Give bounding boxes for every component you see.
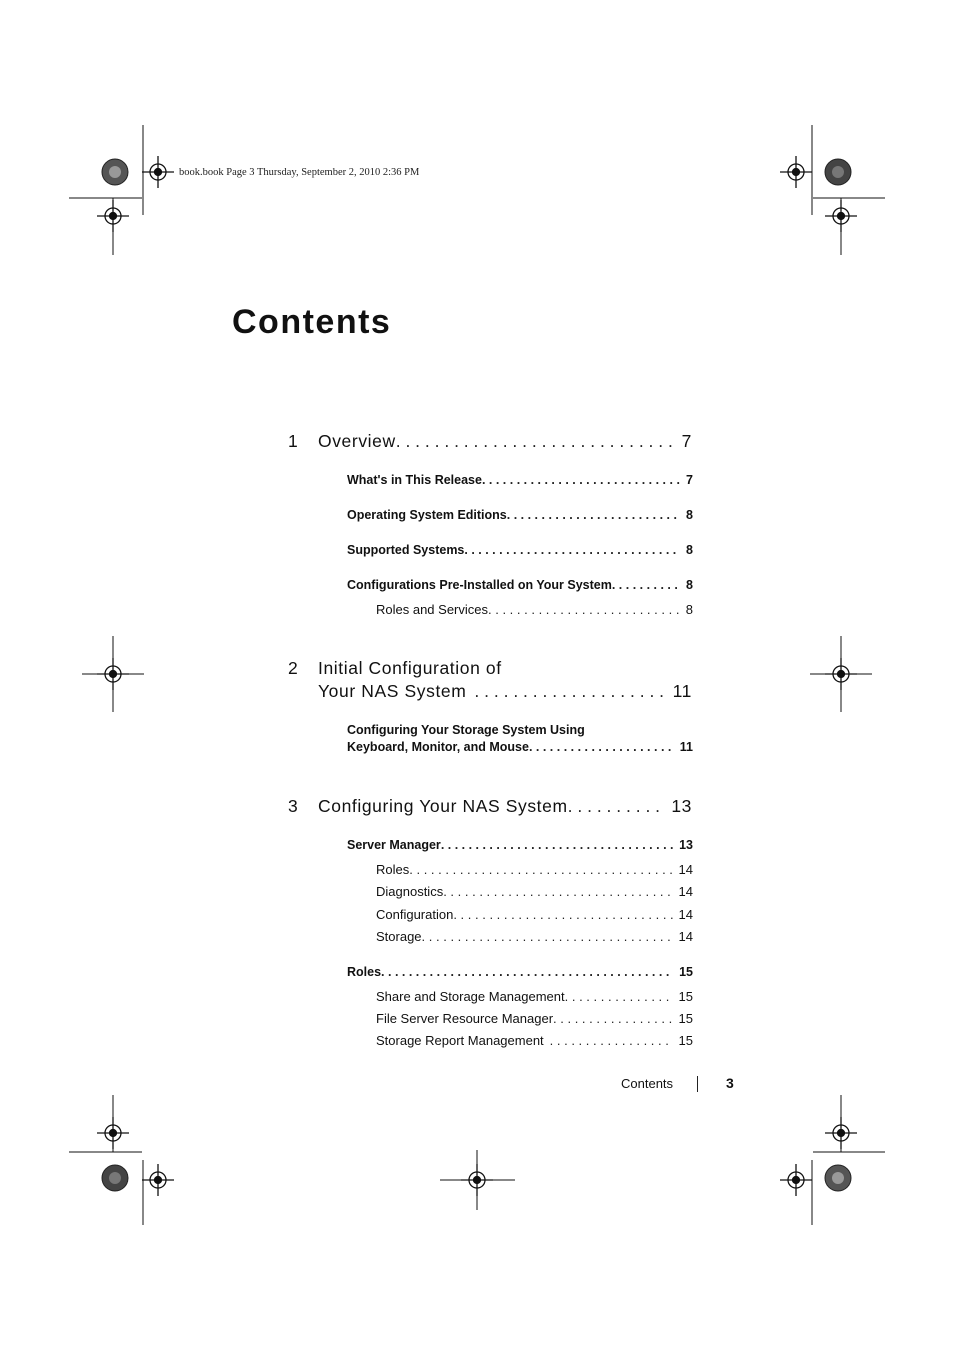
toc-entry-server-manager[interactable] bbox=[347, 838, 693, 852]
leader-dots bbox=[565, 989, 673, 1004]
leader-dots bbox=[441, 838, 673, 852]
toc-label: Diagnostics bbox=[376, 884, 444, 899]
chapter-number: 1 bbox=[288, 431, 299, 451]
toc-page: 14 bbox=[678, 929, 693, 944]
toc-label: Overview bbox=[318, 431, 396, 451]
leader-dots bbox=[409, 862, 672, 877]
toc-page: 15 bbox=[678, 1011, 693, 1026]
toc-entry-configuration[interactable] bbox=[376, 907, 693, 922]
toc-page: 8 bbox=[686, 578, 693, 592]
toc-page: 15 bbox=[679, 965, 693, 979]
toc-entry-configuring-storage[interactable] bbox=[347, 740, 693, 754]
toc-page: 13 bbox=[671, 796, 692, 816]
toc-page: 11 bbox=[672, 681, 692, 701]
toc-entry-roles-services[interactable] bbox=[376, 602, 693, 617]
toc-label: Roles and Services bbox=[376, 602, 488, 617]
print-header: book.book Page 3 Thursday, September 2, 2010 2:36 PM bbox=[179, 167, 420, 178]
toc-page: 11 bbox=[679, 740, 693, 754]
toc-entry-storage-report-mgmt[interactable] bbox=[376, 1033, 693, 1048]
toc-chapter-2[interactable] bbox=[318, 681, 692, 702]
toc-page: 14 bbox=[678, 884, 693, 899]
leader-dots bbox=[553, 1011, 673, 1026]
toc-page: 8 bbox=[685, 602, 693, 617]
toc-chapter-2-line1[interactable] bbox=[288, 658, 502, 679]
footer-page-number: 3 bbox=[726, 1075, 734, 1091]
toc-page: 13 bbox=[679, 838, 693, 852]
toc-entry-preinstalled-configs[interactable] bbox=[347, 578, 693, 592]
toc-entry-os-editions[interactable] bbox=[347, 508, 693, 522]
toc-entry-diagnostics[interactable] bbox=[376, 884, 693, 899]
leader-dots bbox=[507, 508, 680, 522]
toc-entry-storage[interactable] bbox=[376, 929, 693, 944]
leader-dots bbox=[529, 740, 674, 754]
leader-dots bbox=[568, 796, 666, 817]
toc-entry-configuring-storage-line1[interactable]: Configuring Your Storage System Using bbox=[347, 723, 585, 737]
toc-page: 8 bbox=[686, 508, 693, 522]
toc-entry-share-storage-mgmt[interactable] bbox=[376, 989, 693, 1004]
toc-label: Configurations Pre-Installed on Your System bbox=[347, 578, 612, 592]
leader-dots bbox=[464, 543, 680, 557]
toc-label: Roles bbox=[347, 965, 382, 979]
toc-entry-whats-in-release[interactable] bbox=[347, 473, 693, 487]
toc-label: Server Manager bbox=[347, 838, 441, 852]
toc-label: What's in This Release bbox=[347, 473, 482, 487]
leader-dots bbox=[453, 907, 672, 922]
toc-entry-fsrm[interactable] bbox=[376, 1011, 693, 1026]
toc-page: 8 bbox=[686, 543, 693, 557]
toc-label: File Server Resource Manager bbox=[376, 1011, 554, 1026]
toc-page: 7 bbox=[681, 431, 692, 451]
toc-page: 15 bbox=[678, 989, 693, 1004]
leader-dots bbox=[612, 578, 680, 592]
leader-dots bbox=[482, 473, 680, 487]
toc-label: Configuring Your NAS System bbox=[318, 796, 568, 816]
leader-dots bbox=[381, 965, 673, 979]
leader-dots bbox=[422, 929, 673, 944]
footer-divider bbox=[697, 1076, 698, 1092]
toc-page: 15 bbox=[678, 1033, 693, 1048]
chapter-number: 3 bbox=[288, 796, 299, 816]
toc-entry-roles[interactable] bbox=[347, 965, 693, 979]
leader-dots bbox=[396, 431, 676, 452]
leader-dots bbox=[488, 602, 680, 617]
toc-label: Supported Systems bbox=[347, 543, 465, 557]
toc-label: Roles bbox=[376, 862, 410, 877]
toc-page: 7 bbox=[686, 473, 693, 487]
toc-label: Configuration bbox=[376, 907, 454, 922]
toc-chapter-1[interactable] bbox=[288, 431, 692, 452]
leader-dots bbox=[544, 1033, 673, 1048]
toc-label: Initial Configuration of bbox=[318, 658, 502, 678]
toc-label: Operating System Editions bbox=[347, 508, 507, 522]
toc-label: Share and Storage Management bbox=[376, 989, 565, 1004]
toc-page: 14 bbox=[678, 862, 693, 877]
toc-label: Storage Report Management bbox=[376, 1033, 544, 1048]
toc-chapter-3[interactable] bbox=[288, 796, 692, 817]
footer-section-label: Contents bbox=[621, 1076, 674, 1091]
toc-label: Keyboard, Monitor, and Mouse bbox=[347, 740, 529, 754]
page-title: Contents bbox=[232, 303, 392, 341]
toc-entry-supported-systems[interactable] bbox=[347, 543, 693, 557]
toc-label: Your NAS System bbox=[318, 681, 467, 701]
toc-label: Storage bbox=[376, 929, 422, 944]
toc-entry-roles-sm[interactable] bbox=[376, 862, 693, 877]
leader-dots bbox=[443, 884, 672, 899]
toc-page: 14 bbox=[678, 907, 693, 922]
leader-dots bbox=[466, 681, 666, 702]
chapter-number: 2 bbox=[288, 658, 299, 678]
